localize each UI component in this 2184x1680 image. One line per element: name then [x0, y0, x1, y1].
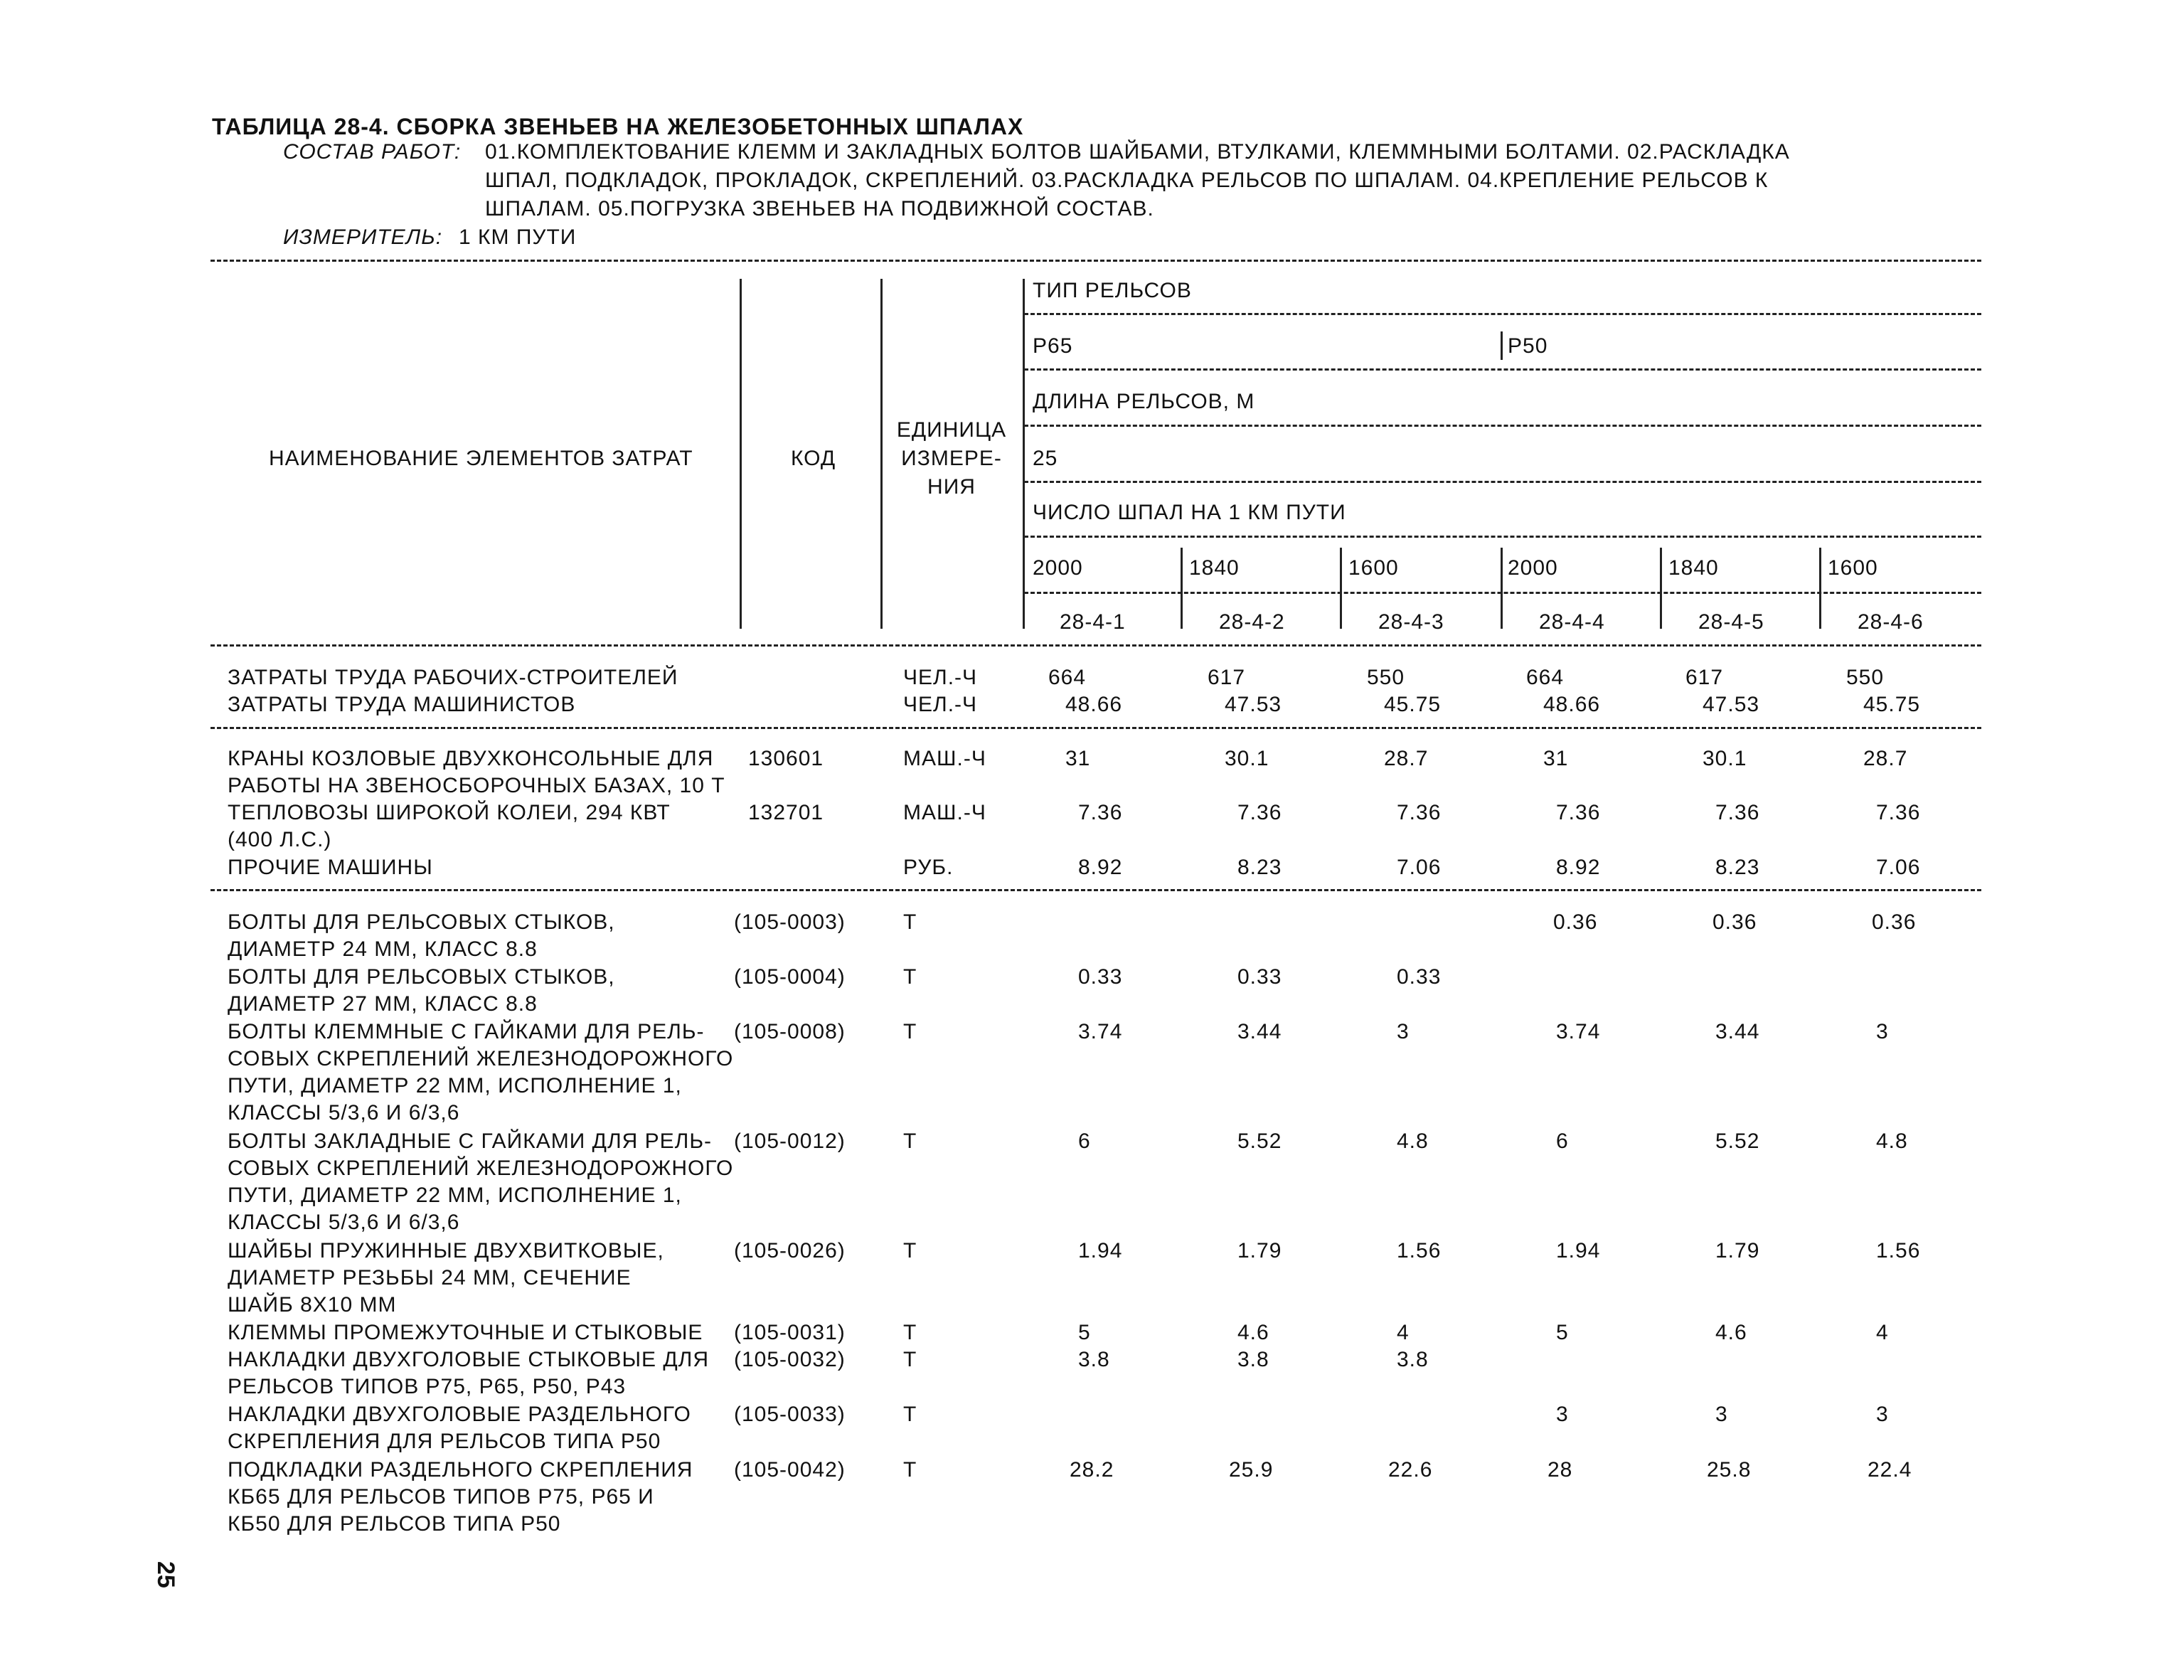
header-unit-col: ЕДИНИЦА: [896, 418, 1007, 442]
row-value: 3.74: [1078, 1020, 1123, 1043]
row-unit: Т: [903, 1458, 917, 1482]
rail-type-p65: Р65: [1033, 334, 1073, 358]
column-divider: [1660, 548, 1662, 629]
row-value: 7.36: [1397, 801, 1442, 824]
row-name: ПУТИ, ДИАМЕТР 22 ММ, ИСПОЛНЕНИЕ 1,: [228, 1184, 682, 1207]
header-name-col: НАИМЕНОВАНИЕ ЭЛЕМЕНТОВ ЗАТРАТ: [269, 447, 693, 470]
row-code: (105-0008): [734, 1020, 846, 1043]
row-value: 25.9: [1229, 1458, 1274, 1482]
row-name: БОЛТЫ ЗАКЛАДНЫЕ С ГАЙКАМИ ДЛЯ РЕЛЬ-: [228, 1129, 713, 1153]
row-value: 1.56: [1876, 1239, 1921, 1262]
row-name: ШАЙБЫ ПРУЖИННЫЕ ДВУХВИТКОВЫЕ,: [228, 1239, 664, 1262]
row-value: 6: [1556, 1129, 1569, 1153]
row-value: 3: [1876, 1020, 1889, 1043]
sleepers-count: 2000: [1508, 556, 1558, 580]
row-value: 664: [1526, 666, 1565, 689]
row-value: 7.06: [1876, 856, 1921, 879]
row-value: 550: [1367, 666, 1405, 689]
sleepers-count: 1600: [1828, 556, 1878, 580]
row-value: 7.36: [1715, 801, 1760, 824]
header-unit-col: ИЗМЕРЕ-: [901, 447, 1002, 470]
norm-code: 28-4-2: [1219, 610, 1285, 634]
row-value: 22.6: [1388, 1458, 1433, 1482]
row-name: БОЛТЫ КЛЕММНЫЕ С ГАЙКАМИ ДЛЯ РЕЛЬ-: [228, 1020, 705, 1043]
header-rule: [1024, 313, 1981, 315]
measure-label: ИЗМЕРИТЕЛЬ:: [283, 225, 443, 249]
row-name: (400 Л.С.): [228, 828, 332, 851]
row-value: 5: [1078, 1321, 1091, 1344]
row-code: (105-0032): [734, 1348, 846, 1371]
norm-code: 28-4-1: [1060, 610, 1126, 634]
row-name: НАКЛАДКИ ДВУХГОЛОВЫЕ РАЗДЕЛЬНОГО: [228, 1403, 691, 1426]
row-code: (105-0026): [734, 1239, 846, 1262]
row-name: ПРОЧИЕ МАШИНЫ: [228, 856, 433, 879]
row-name: НАКЛАДКИ ДВУХГОЛОВЫЕ СТЫКОВЫЕ ДЛЯ: [228, 1348, 710, 1371]
page-number: 25: [152, 1561, 179, 1588]
row-name: ДИАМЕТР 27 ММ, КЛАСС 8.8: [228, 992, 538, 1016]
row-value: 5: [1556, 1321, 1569, 1344]
header-unit-col: НИЯ: [927, 475, 976, 499]
row-name: КЛАССЫ 5/3,6 И 6/3,6: [228, 1211, 460, 1234]
row-value: 3: [1397, 1020, 1410, 1043]
row-unit: Т: [903, 1403, 917, 1426]
row-value: 4.8: [1876, 1129, 1908, 1153]
row-value: 1.94: [1078, 1239, 1123, 1262]
header-rule: [1024, 481, 1981, 483]
row-value: 22.4: [1868, 1458, 1912, 1482]
composition-line: 01.КОМПЛЕКТОВАНИЕ КЛЕММ И ЗАКЛАДНЫХ БОЛТОВ ШАЙБАМИ, ВТУЛКАМИ, КЛЕММНЫМИ БОЛТАМИ. 02.РАСКЛАДКА: [485, 140, 1790, 164]
row-unit: РУБ.: [903, 856, 954, 879]
norm-code: 28-4-3: [1378, 610, 1444, 634]
row-name: ТЕПЛОВОЗЫ ШИРОКОЙ КОЛЕИ, 294 КВТ: [228, 801, 671, 824]
row-unit: Т: [903, 910, 917, 934]
row-name: БОЛТЫ ДЛЯ РЕЛЬСОВЫХ СТЫКОВ,: [228, 910, 615, 934]
row-value: 7.36: [1556, 801, 1601, 824]
row-code: (105-0042): [734, 1458, 846, 1482]
norm-code: 28-4-5: [1698, 610, 1764, 634]
row-value: 3.8: [1078, 1348, 1110, 1371]
row-name: ПОДКЛАДКИ РАЗДЕЛЬНОГО СКРЕПЛЕНИЯ: [228, 1458, 693, 1482]
row-code: (105-0004): [734, 965, 846, 989]
rail-length-value: 25: [1033, 447, 1058, 470]
measure-value: 1 КМ ПУТИ: [459, 225, 577, 249]
row-code: (105-0033): [734, 1403, 846, 1426]
row-name: КБ65 ДЛЯ РЕЛЬСОВ ТИПОВ Р75, Р65 И: [228, 1485, 654, 1509]
row-unit: МАШ.-Ч: [903, 801, 986, 824]
row-value: 31: [1543, 747, 1569, 770]
row-name: БОЛТЫ ДЛЯ РЕЛЬСОВЫХ СТЫКОВ,: [228, 965, 615, 989]
sleepers-count: 1840: [1189, 556, 1240, 580]
row-value: 28.2: [1070, 1458, 1114, 1482]
row-value: 25.8: [1707, 1458, 1752, 1482]
row-value: 1.79: [1237, 1239, 1282, 1262]
row-name: КРАНЫ КОЗЛОВЫЕ ДВУХКОНСОЛЬНЫЕ ДЛЯ: [228, 747, 714, 770]
row-value: 0.33: [1237, 965, 1282, 989]
row-name: ПУТИ, ДИАМЕТР 22 ММ, ИСПОЛНЕНИЕ 1,: [228, 1074, 682, 1097]
row-name: ЗАТРАТЫ ТРУДА МАШИНИСТОВ: [228, 693, 576, 716]
header-rule: [1024, 368, 1981, 371]
composition-line: ШПАЛ, ПОДКЛАДОК, ПРОКЛАДОК, СКРЕПЛЕНИЙ. 03.РАСКЛАДКА РЕЛЬСОВ ПО ШПАЛАМ. 04.КРЕПЛЕНИЕ РЕЛЬСОВ К: [485, 169, 1769, 192]
row-value: 8.92: [1556, 856, 1601, 879]
column-divider: [1340, 548, 1342, 629]
row-unit: Т: [903, 1129, 917, 1153]
row-value: 7.36: [1078, 801, 1123, 824]
row-unit: Т: [903, 965, 917, 989]
row-value: 617: [1208, 666, 1246, 689]
row-value: 3.74: [1556, 1020, 1601, 1043]
norm-code: 28-4-6: [1858, 610, 1924, 634]
row-value: 664: [1048, 666, 1087, 689]
row-value: 4: [1876, 1321, 1889, 1344]
row-value: 28.7: [1863, 747, 1908, 770]
row-value: 6: [1078, 1129, 1091, 1153]
row-value: 28: [1548, 1458, 1573, 1482]
row-unit: Т: [903, 1239, 917, 1262]
row-value: 28.7: [1384, 747, 1429, 770]
row-value: 47.53: [1225, 693, 1282, 716]
row-name: РАБОТЫ НА ЗВЕНОСБОРОЧНЫХ БАЗАХ, 10 Т: [228, 774, 725, 797]
column-divider: [1501, 548, 1503, 629]
row-code: 132701: [748, 801, 824, 824]
row-code: (105-0031): [734, 1321, 846, 1344]
row-value: 31: [1065, 747, 1091, 770]
column-divider: [1181, 548, 1183, 629]
row-value: 48.66: [1065, 693, 1123, 716]
row-unit: Т: [903, 1348, 917, 1371]
row-value: 45.75: [1384, 693, 1442, 716]
row-value: 550: [1846, 666, 1885, 689]
rail-type-divider: [1501, 331, 1503, 360]
row-name: РЕЛЬСОВ ТИПОВ Р75, Р65, Р50, Р43: [228, 1375, 627, 1398]
row-value: 3.44: [1715, 1020, 1760, 1043]
row-value: 45.75: [1863, 693, 1921, 716]
header-divider: [1023, 279, 1025, 629]
row-value: 7.36: [1237, 801, 1282, 824]
header-rule: [1024, 425, 1981, 427]
row-name: СОВЫХ СКРЕПЛЕНИЙ ЖЕЛЕЗНОДОРОЖНОГО: [228, 1157, 734, 1180]
header-rule: [1024, 592, 1981, 594]
row-unit: ЧЕЛ.-Ч: [903, 666, 978, 689]
row-value: 47.53: [1703, 693, 1760, 716]
row-unit: МАШ.-Ч: [903, 747, 986, 770]
row-value: 1.94: [1556, 1239, 1601, 1262]
row-name: СОВЫХ СКРЕПЛЕНИЙ ЖЕЛЕЗНОДОРОЖНОГО: [228, 1047, 734, 1070]
composition-line: ШПАЛАМ. 05.ПОГРУЗКА ЗВЕНЬЕВ НА ПОДВИЖНОЙ СОСТАВ.: [485, 197, 1154, 220]
row-name: ШАЙБ 8Х10 ММ: [228, 1293, 397, 1317]
sleepers-count: 2000: [1033, 556, 1083, 580]
rail-type-p50: Р50: [1508, 334, 1548, 358]
row-value: 5.52: [1237, 1129, 1282, 1153]
header-bottom-rule: [211, 644, 1981, 647]
header-rule: [1024, 536, 1981, 538]
row-name: СКРЕПЛЕНИЯ ДЛЯ РЕЛЬСОВ ТИПА Р50: [228, 1430, 661, 1453]
column-divider: [1819, 548, 1821, 629]
top-rule: [211, 260, 1981, 262]
row-unit: ЧЕЛ.-Ч: [903, 693, 978, 716]
row-value: 30.1: [1225, 747, 1269, 770]
row-value: 7.36: [1876, 801, 1921, 824]
table-title: ТАБЛИЦА 28-4. СБОРКА ЗВЕНЬЕВ НА ЖЕЛЕЗОБЕТОННЫХ ШПАЛАХ: [212, 114, 1024, 139]
row-value: 8.23: [1715, 856, 1760, 879]
row-unit: Т: [903, 1020, 917, 1043]
row-value: 3: [1876, 1403, 1889, 1426]
header-divider: [740, 279, 742, 629]
row-value: 8.23: [1237, 856, 1282, 879]
row-value: 4.8: [1397, 1129, 1429, 1153]
composition-label: СОСТАВ РАБОТ:: [283, 140, 462, 164]
row-code: 130601: [748, 747, 824, 770]
row-code: (105-0003): [734, 910, 846, 934]
row-value: 3.44: [1237, 1020, 1282, 1043]
row-value: 0.36: [1872, 910, 1917, 934]
rail-length-label: ДЛИНА РЕЛЬСОВ, М: [1033, 390, 1255, 413]
row-name: КЛАССЫ 5/3,6 И 6/3,6: [228, 1101, 460, 1125]
row-value: 3.8: [1397, 1348, 1429, 1371]
section-rule: [211, 889, 1981, 891]
row-value: 4.6: [1715, 1321, 1747, 1344]
row-value: 4.6: [1237, 1321, 1269, 1344]
row-value: 3.8: [1237, 1348, 1269, 1371]
row-value: 5.52: [1715, 1129, 1760, 1153]
row-name: КБ50 ДЛЯ РЕЛЬСОВ ТИПА Р50: [228, 1512, 561, 1536]
row-value: 3: [1715, 1403, 1728, 1426]
row-value: 1.79: [1715, 1239, 1760, 1262]
row-value: 48.66: [1543, 693, 1601, 716]
row-unit: Т: [903, 1321, 917, 1344]
norm-code: 28-4-4: [1539, 610, 1605, 634]
row-value: 3: [1556, 1403, 1569, 1426]
row-value: 0.36: [1553, 910, 1598, 934]
row-name: ЗАТРАТЫ ТРУДА РАБОЧИХ-СТРОИТЕЛЕЙ: [228, 666, 678, 689]
row-value: 8.92: [1078, 856, 1123, 879]
row-value: 30.1: [1703, 747, 1747, 770]
row-value: 0.33: [1078, 965, 1123, 989]
row-name: КЛЕММЫ ПРОМЕЖУТОЧНЫЕ И СТЫКОВЫЕ: [228, 1321, 703, 1344]
row-code: (105-0012): [734, 1129, 846, 1153]
sleepers-label: ЧИСЛО ШПАЛ НА 1 КМ ПУТИ: [1033, 501, 1346, 524]
row-value: 0.36: [1712, 910, 1757, 934]
section-rule: [211, 727, 1981, 729]
sleepers-count: 1600: [1348, 556, 1399, 580]
sleepers-count: 1840: [1668, 556, 1719, 580]
header-divider: [880, 279, 883, 629]
row-value: 617: [1685, 666, 1724, 689]
row-value: 0.33: [1397, 965, 1442, 989]
row-name: ДИАМЕТР 24 ММ, КЛАСС 8.8: [228, 937, 538, 961]
header-code-col: КОД: [791, 447, 836, 470]
row-value: 4: [1397, 1321, 1410, 1344]
row-value: 1.56: [1397, 1239, 1442, 1262]
rail-type-label: ТИП РЕЛЬСОВ: [1033, 279, 1192, 302]
row-value: 7.06: [1397, 856, 1442, 879]
row-name: ДИАМЕТР РЕЗЬБЫ 24 ММ, СЕЧЕНИЕ: [228, 1266, 632, 1290]
